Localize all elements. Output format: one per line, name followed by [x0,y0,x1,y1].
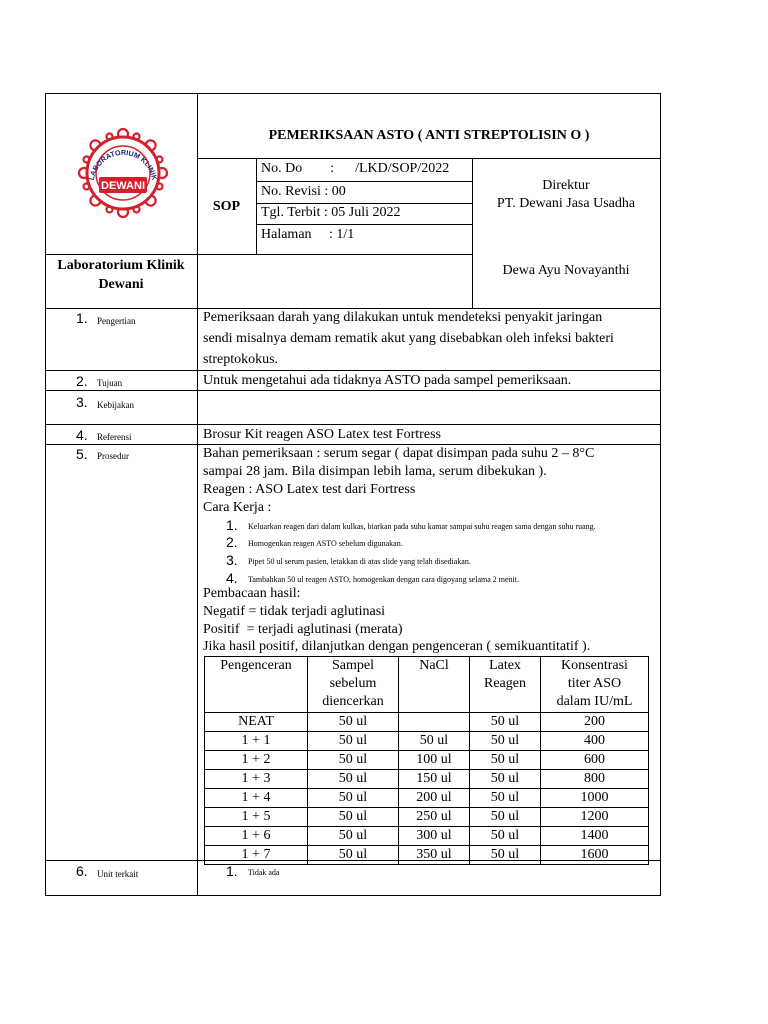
table-cell: 200 ul [399,789,470,808]
table-row [205,827,649,846]
table-cell: 50 ul [470,713,541,732]
step-text: Keluarkan reagen dari dalam kulkas, biarkan pada suhu kamar sampai suhu reagen sama dengan suhu ruang. [248,522,596,531]
table-cell: 50 ul [308,713,399,732]
table-cell: 50 ul [308,846,399,865]
dilution-table-body [205,713,649,865]
step-text: Pipet 50 ul serum pasien, letakkan di atas slide yang telah disediakan. [248,557,471,566]
table-cell: 150 ul [399,770,470,789]
table-cell: 200 [541,713,649,732]
reading-line: Jika hasil positif, dilanjutkan dengan pengenceran ( semikuantitatif ). [203,639,591,654]
table-cell: 50 ul [470,827,541,846]
revision-number: No. Revisi : 00 [261,184,346,199]
dilution-table [204,656,649,865]
reference-text: Brosur Kit reagen ASO Latex test Fortress [203,427,441,442]
table-cell: 1 + 6 [205,827,308,846]
step-text: Tambahkan 50 ul reagen ASTO, homogenkan dengan cara digoyang selama 2 menit. [248,575,519,584]
header-lower-line [45,254,472,255]
section-number: 1. [76,310,88,326]
logo-name: DEWANI [101,180,145,192]
step-number: 4. [226,570,238,586]
section-number: 5. [76,446,88,462]
page-number: Halaman : 1/1 [261,227,355,242]
section-label: Pengertian [97,316,136,326]
header-cell: Latex Reagen [470,657,541,713]
step-number: 2. [226,534,238,550]
procedure-line: Bahan pemeriksaan : serum segar ( dapat disimpan pada suhu 2 – 8°C [203,446,595,461]
section-number: 2. [76,373,88,389]
procedure-line: Cara Kerja : [203,500,272,515]
lab-name-line2: Dewani [98,277,144,292]
table-cell: 50 ul [308,732,399,751]
table-cell: 50 ul [308,789,399,808]
table-cell: 1 + 5 [205,808,308,827]
dewani-logo-emblem [74,124,172,222]
sop-label: SOP [212,199,241,214]
issue-date: Tgl. Terbit : 05 Juli 2022 [261,205,401,220]
table-cell: 600 [541,751,649,770]
table-row [205,732,649,751]
table-cell: 50 ul [308,808,399,827]
lab-name-line1: Laboratorium Klinik [57,258,185,273]
definition-line: streptokokus. [203,352,279,367]
table-cell: NEAT [205,713,308,732]
section-label: Referensi [97,432,132,442]
table-cell: 1 + 4 [205,789,308,808]
step-number: 3. [226,552,238,568]
reading-line: Negatif = tidak terjadi aglutinasi [203,604,386,619]
border-bottom [45,895,661,896]
director-title: Direktur [542,178,590,193]
table-cell: 800 [541,770,649,789]
header-cell: NaCl [399,657,470,713]
table-cell: 1000 [541,789,649,808]
table-cell: 1 + 3 [205,770,308,789]
table-cell: 50 ul [399,732,470,751]
dilution-table-header [205,657,649,713]
table-row [205,713,649,732]
related-unit-number: 1. [226,863,238,879]
border-right [660,93,661,896]
company-name: PT. Dewani Jasa Usadha [496,196,636,211]
section-label: Unit terkait [97,869,139,879]
section-label: Prosedur [97,451,129,461]
table-cell: 250 ul [399,808,470,827]
dewani-logo [74,124,172,222]
procedure-line: sampai 28 jam. Bila disimpan lebih lama, serum dibekukan ). [203,464,547,479]
director-name: Dewa Ayu Novayanthi [502,263,630,278]
header-cell: Sampel sebelum diencerkan [308,657,399,713]
table-cell: 50 ul [470,751,541,770]
definition-line: Pemeriksaan darah yang dilakukan untuk mendeteksi penyakit jaringan [203,310,603,325]
section-number: 4. [76,427,88,443]
table-row [205,751,649,770]
table-cell: 300 ul [399,827,470,846]
section-number: 6. [76,863,88,879]
border-left [45,93,46,896]
logo-ring-text: LABORATORIUM KLINIK [86,147,160,181]
table-cell: 400 [541,732,649,751]
reading-line: Positif = terjadi aglutinasi (merata) [203,622,403,637]
related-unit-text: Tidak ada [248,868,280,877]
table-cell: 50 ul [470,770,541,789]
row-line-3 [45,424,661,425]
document-title: PEMERIKSAAN ASTO ( ANTI STREPTOLISIN O ) [268,128,590,143]
table-cell: 50 ul [470,808,541,827]
reading-line: Pembacaan hasil: [203,586,301,601]
table-cell: 350 ul [399,846,470,865]
table-cell: 1400 [541,827,649,846]
doc-number: No. Do : /LKD/SOP/2022 [261,161,450,176]
row-line-2 [45,390,661,391]
table-row [205,789,649,808]
table-cell: 50 ul [470,789,541,808]
purpose-text: Untuk mengetahui ada tidaknya ASTO pada sampel pemeriksaan. [203,373,572,388]
table-cell: 50 ul [470,732,541,751]
sop-divider [256,158,257,254]
table-cell: 50 ul [308,751,399,770]
table-cell: 50 ul [470,846,541,865]
table-cell: 1 + 1 [205,732,308,751]
title-divider [197,158,661,159]
header-cell: Pengenceran [205,657,308,713]
info-line-1 [256,181,472,182]
table-row [205,770,649,789]
info-line-3 [256,224,472,225]
table-cell: 100 ul [399,751,470,770]
border-top [45,93,661,94]
table-cell: 1200 [541,808,649,827]
step-text: Homogenkan reagen ASTO sebelum digunakan. [248,539,403,548]
table-cell: 1600 [541,846,649,865]
table-row [205,808,649,827]
section-label: Kebijakan [97,400,134,410]
section-label: Tujuan [97,378,123,388]
table-cell: 1 + 7 [205,846,308,865]
section-number: 3. [76,394,88,410]
definition-line: sendi misalnya demam rematik akut yang disebabkan oleh infeksi bakteri [203,331,614,346]
procedure-line: Reagen : ASO Latex test dari Fortress [203,482,416,497]
header-cell: Konsentrasi titer ASO dalam IU/mL [541,657,649,713]
table-cell: 50 ul [308,827,399,846]
table-row [205,846,649,865]
table-cell: 1 + 2 [205,751,308,770]
step-number: 1. [226,517,238,533]
table-cell [399,713,470,732]
table-cell: 50 ul [308,770,399,789]
row-line-1 [45,370,661,371]
